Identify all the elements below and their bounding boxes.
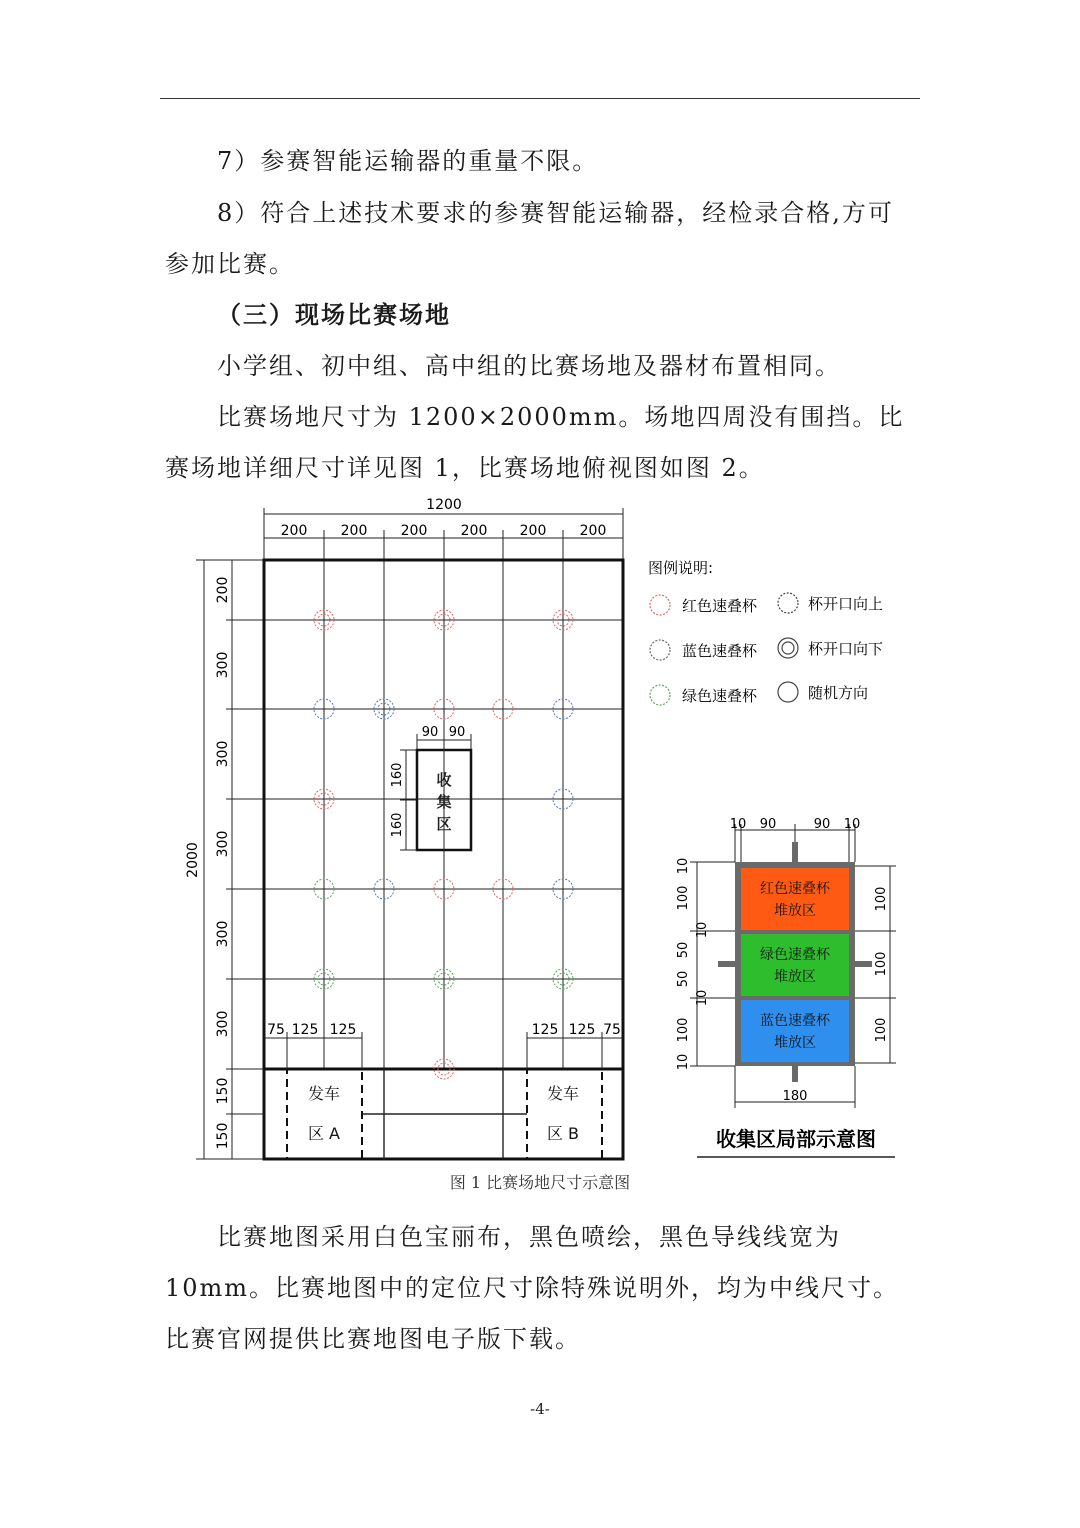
legend-green: 绿色速叠杯	[682, 687, 758, 705]
zone-blue	[741, 1000, 849, 1062]
detail-left-dim-6: 10	[695, 989, 710, 1007]
detail-left-dim-1: 10	[676, 857, 691, 875]
zone-blue-line2: 堆放区	[774, 1035, 816, 1051]
start-dim-l2: 125	[291, 1022, 319, 1038]
detail-bottom-dim: 180	[782, 1089, 808, 1104]
detail-right-dim-1: 100	[874, 886, 889, 912]
zone-red	[741, 868, 849, 930]
detail-left-dim-2: 100	[676, 885, 691, 911]
dim-row-7: 150	[215, 1077, 231, 1105]
collect-dim-h2: 160	[390, 812, 405, 838]
detail-top-dim-2: 90	[759, 817, 777, 832]
zone-red-line1: 红色速叠杯	[760, 881, 830, 897]
paragraph-layout: 小学组、初中组、高中组的比赛场地及器材布置相同。	[217, 352, 841, 380]
legend-down: 杯开口向下	[808, 640, 884, 658]
column-dimension-lines	[264, 530, 623, 560]
zone-green	[741, 934, 849, 996]
detail-left-dim-8: 10	[676, 1053, 691, 1071]
paragraph-8: 8）符合上述技术要求的参赛智能运输器，经检录合格,方可参加比赛。	[165, 199, 894, 278]
detail-right-dim-3: 100	[874, 1017, 889, 1043]
collect-label-1: 收	[436, 771, 452, 789]
dim-total-width: 1200	[426, 497, 462, 513]
start-b-line1: 发车	[546, 1084, 580, 1103]
detail-title: 收集区局部示意图	[716, 1127, 876, 1151]
legend-blue: 蓝色速叠杯	[682, 642, 758, 660]
start-dim-l1: 75	[267, 1022, 285, 1038]
dim-row-2: 300	[215, 651, 231, 679]
paragraph-size: 比赛场地尺寸为 1200×2000mm。场地四周没有围挡。比赛场地详细尺寸详见图 1，比赛场地俯视图如图 2。	[165, 403, 905, 482]
collect-dim-h1: 160	[390, 762, 405, 788]
figure-caption: 图 1 比赛场地尺寸示意图	[449, 1173, 631, 1192]
start-b-line2: 区 B	[546, 1124, 580, 1143]
paragraph-7: 7）参赛智能运输器的重量不限。	[217, 147, 599, 175]
collect-dim-w1: 90	[421, 725, 439, 740]
start-a-line1: 发车	[307, 1084, 341, 1103]
page-number: -4-	[530, 1400, 550, 1418]
start-dim-r1: 125	[531, 1022, 559, 1038]
dim-row-1: 200	[215, 576, 231, 604]
detail-top-dim-1: 10	[729, 817, 747, 832]
start-lines	[362, 1069, 527, 1159]
collect-label-2: 集	[436, 793, 452, 811]
start-dim-l3: 125	[329, 1022, 357, 1038]
dim-col-4: 200	[460, 523, 488, 539]
detail-left-dim-7: 100	[676, 1017, 691, 1043]
legend-title: 图例说明:	[648, 559, 714, 577]
legend-random: 随机方向	[808, 684, 869, 702]
dim-row-3: 300	[215, 740, 231, 768]
paragraph-map: 比赛地图采用白色宝丽布，黑色喷绘，黑色导线线宽为 10mm。比赛地图中的定位尺寸除特殊说明外，均为中线尺寸。比赛官网提供比赛地图电子版下载。	[165, 1223, 900, 1353]
dim-row-5: 300	[215, 920, 231, 948]
legend-up: 杯开口向上	[808, 595, 884, 613]
dim-col-5: 200	[519, 523, 547, 539]
detail-top-dim-4: 10	[843, 817, 861, 832]
dim-col-1: 200	[280, 523, 308, 539]
section-heading: （三）现场比赛场地	[217, 301, 451, 329]
start-dim-r3: 75	[603, 1022, 621, 1038]
dim-total-height: 2000	[185, 842, 201, 878]
detail-top-dim-3: 90	[813, 817, 831, 832]
zone-green-line1: 绿色速叠杯	[760, 947, 830, 963]
detail-left-dim-5: 50	[676, 970, 691, 988]
dim-col-3: 200	[400, 523, 428, 539]
start-a-line2: 区 A	[307, 1124, 341, 1143]
zone-blue-line1: 蓝色速叠杯	[760, 1013, 830, 1029]
detail-right-dim-2: 100	[874, 951, 889, 977]
detail-left-dim-3: 10	[695, 921, 710, 939]
collect-dim-w2: 90	[448, 725, 466, 740]
collect-label-3: 区	[436, 815, 452, 833]
start-dim-r2: 125	[568, 1022, 596, 1038]
zone-red-line2: 堆放区	[774, 903, 816, 919]
dim-col-6: 200	[579, 523, 607, 539]
dim-row-4: 300	[215, 830, 231, 858]
dim-col-2: 200	[340, 523, 368, 539]
detail-left-dim-4: 50	[676, 941, 691, 959]
dim-row-8: 150	[215, 1122, 231, 1150]
zone-green-line2: 堆放区	[774, 969, 816, 985]
legend-red: 红色速叠杯	[682, 597, 758, 615]
dim-row-6: 300	[215, 1010, 231, 1038]
